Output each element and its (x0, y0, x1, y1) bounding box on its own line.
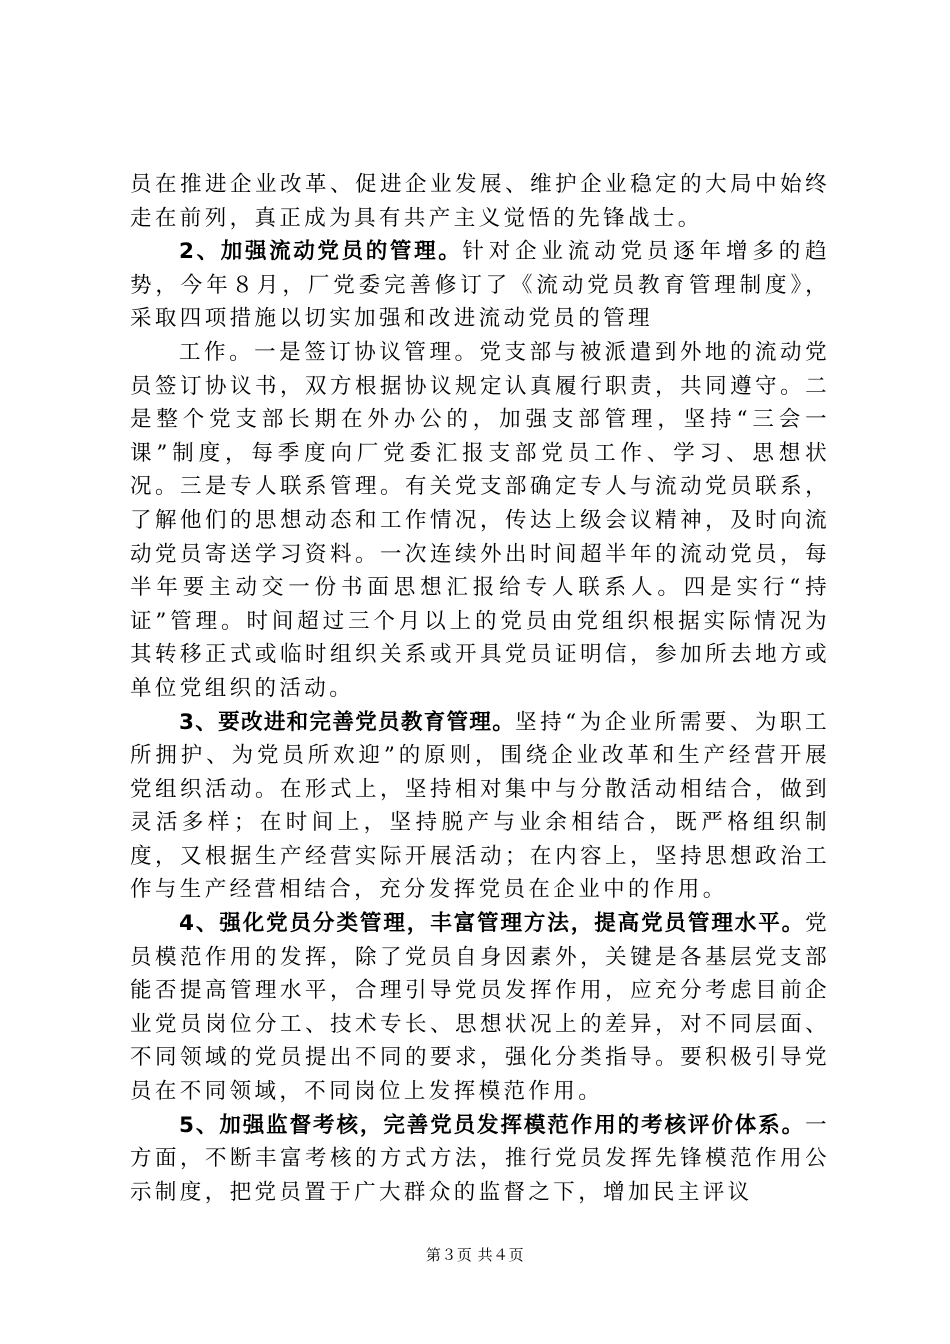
paragraph-6-heading: 5、加强监督考核，完善党员发挥模范作用的考核评价体系。 (179, 1112, 806, 1138)
paragraph-2-text: 针对企业流动党员逐年增多的趋势，今年８月，厂党委完善修订了《流动党员教育管理制度》，采取四项措施以切实加强和改进流动党员的管理 (130, 239, 830, 332)
paragraph-4 (130, 706, 830, 908)
document-body (130, 168, 830, 1209)
paragraph-4-heading: 3、要改进和完善党员教育管理。 (179, 709, 516, 735)
paragraph-1 (130, 168, 830, 235)
paragraph-6-text: 一方面，不断丰富考核的方式方法，推行党员发挥先锋模范作用公示制度，把党员置于广大群众的监督之下，增加民主评议 (130, 1112, 830, 1205)
paragraph-3-text: 工作。一是签订协议管理。党支部与被派遣到外地的流动党员签订协议书，双方根据协议规定认真履行职责，共同遵守。二是整个党支部长期在外办公的，加强支部管理，坚持“三会一课”制度，每季度向厂党委汇报支部党员工作、学习、思想状况。三是专人联系管理。有关党支部确定专人与流动党员联系，了解他们的思想动态和工作情况，传达上级会议精神，及时向流动党员寄送学习资料。一次连续外出时间超半年的流动党员，每半年要主动交一份书面思想汇报给专人联系人。四是实行“持证”管理。时间超过三个月以上的党员由党组织根据实际情况为其转移正式或临时组织关系或开具党员证明信，参加所去地方或单位党组织的活动。 (130, 339, 830, 701)
paragraph-5 (130, 907, 830, 1109)
paragraph-4-text: 坚持“为企业所需要、为职工所拥护、为党员所欢迎”的原则，围绕企业改革和生产经营开展党组织活动。在形式上，坚持相对集中与分散活动相结合，做到灵活多样；在时间上，坚持脱产与业余相结合，既严格组织制度，又根据生产经营实际开展活动；在内容上，坚持思想政治工作与生产经营相结合，充分发挥党员在企业中的作用。 (130, 709, 830, 903)
paragraph-1-text: 员在推进企业改革、促进企业发展、维护企业稳定的大局中始终走在前列，真正成为具有共产主义觉悟的先锋战士。 (130, 172, 830, 231)
paragraph-5-text: 党员模范作用的发挥，除了党员自身因素外，关键是各基层党支部能否提高管理水平，合理引导党员发挥作用，应充分考虑目前企业党员岗位分工、技术专长、思想状况上的差异，对不同层面、不同领域的党员提出不同的要求，强化分类指导。要积极引导党员在不同领域，不同岗位上发挥模范作用。 (130, 911, 830, 1105)
paragraph-2 (130, 235, 830, 336)
paragraph-3 (130, 336, 830, 706)
paragraph-6 (130, 1109, 830, 1210)
paragraph-5-heading: 4、强化党员分类管理，丰富管理方法，提高党员管理水平。 (179, 911, 806, 937)
page-number-footer: 第３页 共４页 (425, 1246, 525, 1264)
paragraph-2-heading: 2、加强流动党员的管理。 (179, 239, 463, 265)
